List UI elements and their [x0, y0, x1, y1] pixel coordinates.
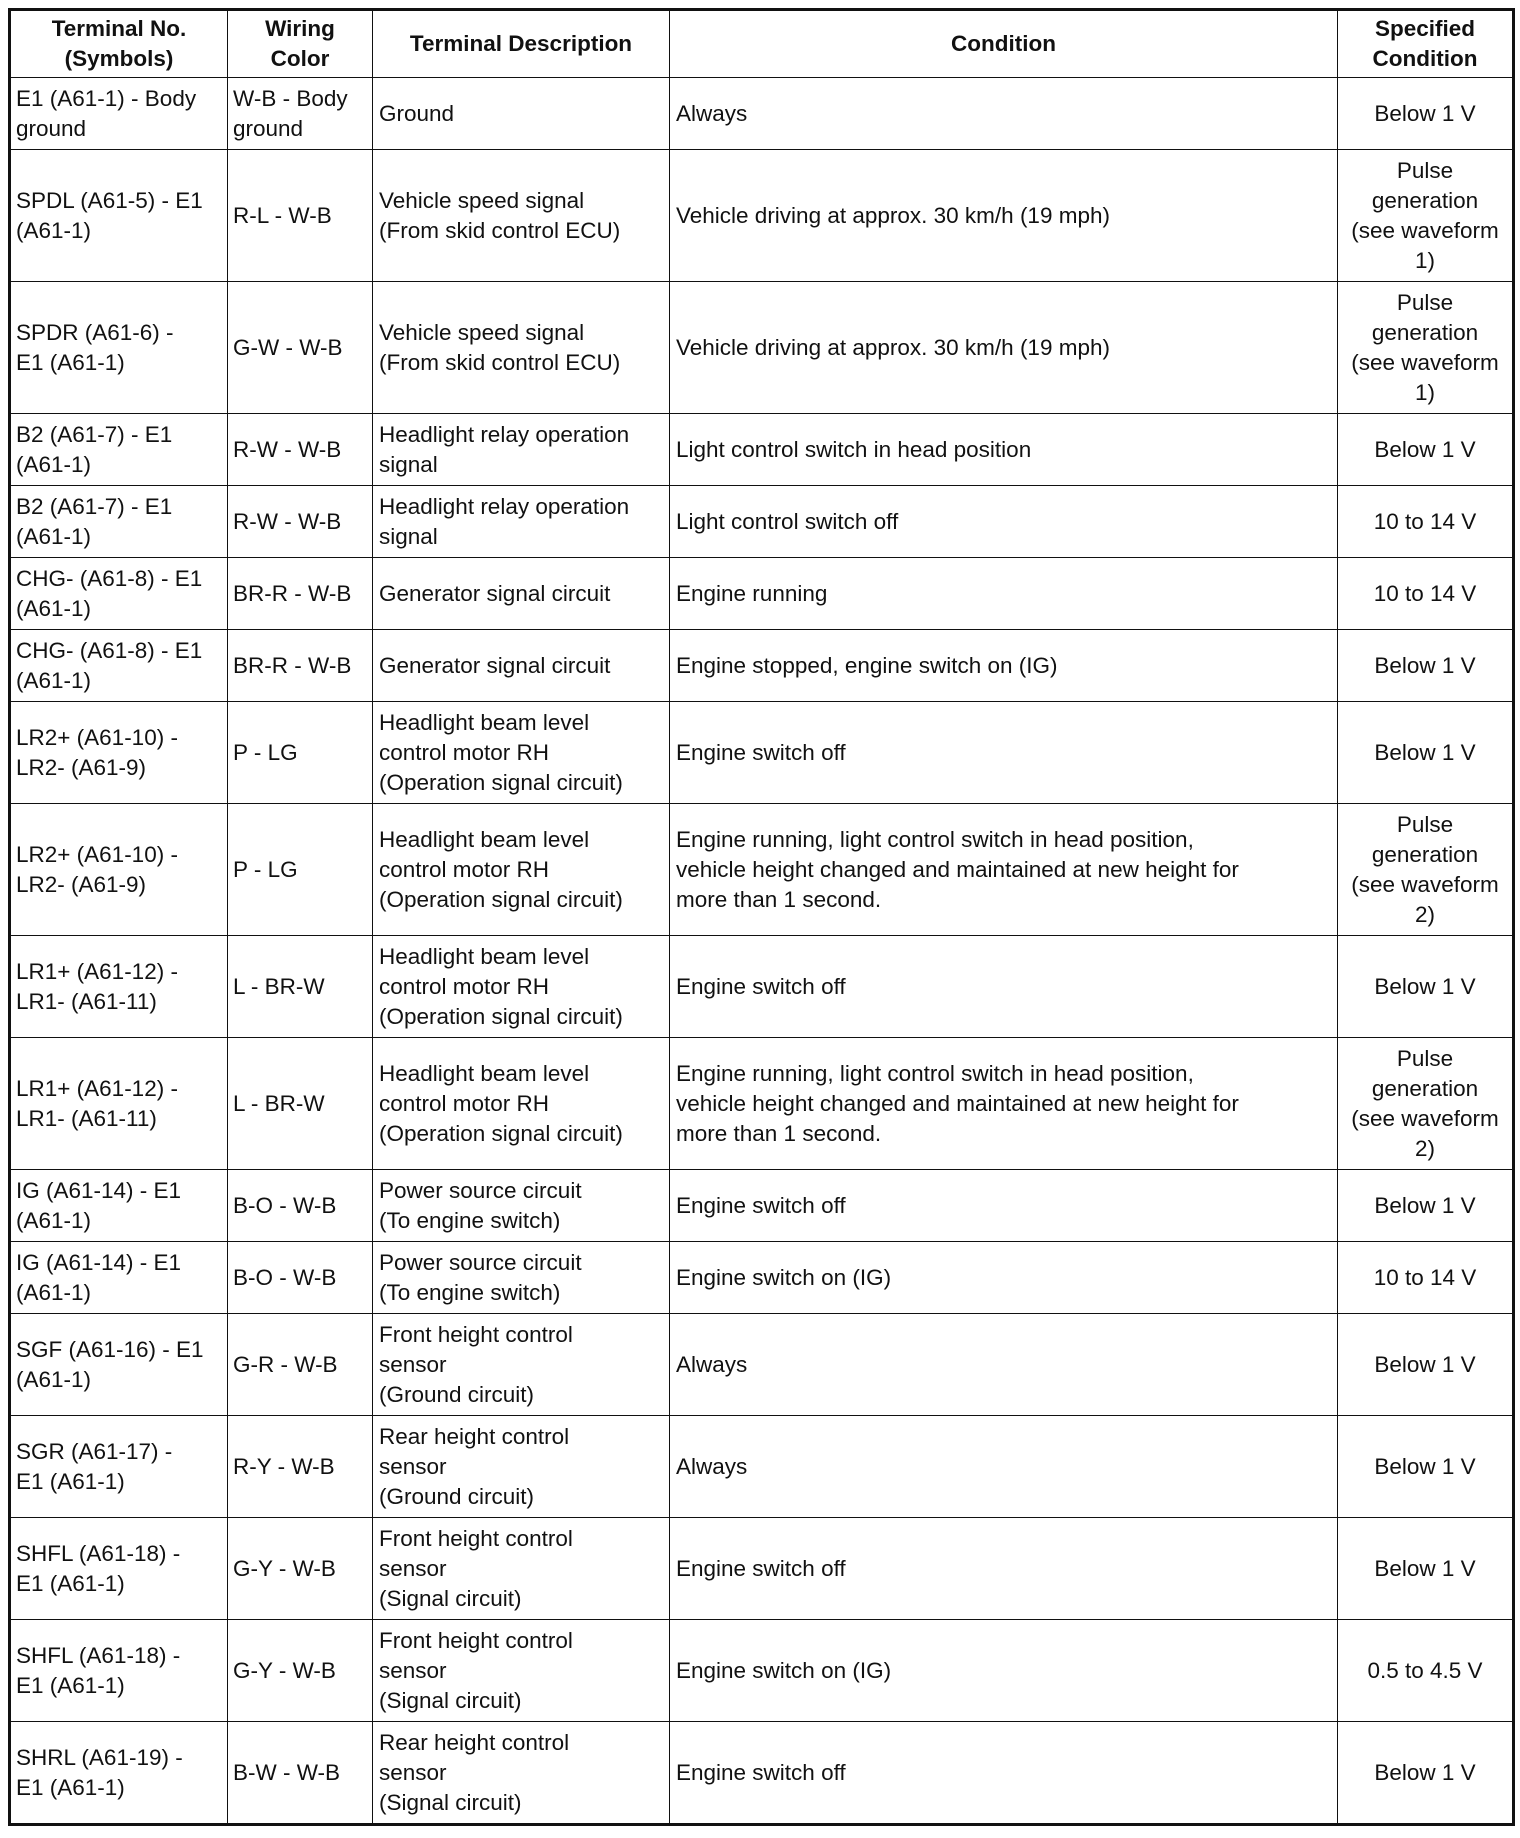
description-cell: Rear height control sensor (Signal circuit): [373, 1722, 670, 1825]
specified-cell: Below 1 V: [1338, 414, 1514, 486]
condition-cell: Engine switch off: [670, 702, 1338, 804]
specified-cell: Below 1 V: [1338, 1314, 1514, 1416]
table-row: [10, 282, 1514, 414]
header-specified-condition: Specified Condition: [1338, 10, 1514, 78]
table-row: [10, 630, 1514, 702]
wiring-cell: L - BR-W: [228, 1038, 373, 1170]
terminal-cell: B2 (A61-7) - E1 (A61-1): [10, 486, 228, 558]
wiring-cell: L - BR-W: [228, 936, 373, 1038]
wiring-cell: R-Y - W-B: [228, 1416, 373, 1518]
wiring-cell: R-L - W-B: [228, 150, 373, 282]
wiring-cell: B-O - W-B: [228, 1170, 373, 1242]
specified-cell: Below 1 V: [1338, 1518, 1514, 1620]
description-cell: Headlight relay operation signal: [373, 486, 670, 558]
table-row: [10, 1620, 1514, 1722]
wiring-cell: R-W - W-B: [228, 414, 373, 486]
wiring-cell: P - LG: [228, 804, 373, 936]
terminal-cell: CHG- (A61-8) - E1 (A61-1): [10, 630, 228, 702]
condition-cell: Engine switch off: [670, 936, 1338, 1038]
terminal-cell: IG (A61-14) - E1 (A61-1): [10, 1170, 228, 1242]
description-cell: Ground: [373, 78, 670, 150]
terminal-cell: CHG- (A61-8) - E1 (A61-1): [10, 558, 228, 630]
table-row: [10, 1518, 1514, 1620]
condition-cell: Engine running: [670, 558, 1338, 630]
condition-cell: Light control switch in head position: [670, 414, 1338, 486]
terminal-cell: SGR (A61-17) - E1 (A61-1): [10, 1416, 228, 1518]
header-terminal-description: Terminal Description: [373, 10, 670, 78]
condition-cell: Vehicle driving at approx. 30 km/h (19 mph): [670, 150, 1338, 282]
description-cell: Front height control sensor (Ground circuit): [373, 1314, 670, 1416]
description-cell: Headlight beam level control motor RH (Operation signal circuit): [373, 804, 670, 936]
wiring-cell: BR-R - W-B: [228, 558, 373, 630]
specified-cell: Below 1 V: [1338, 1416, 1514, 1518]
header-wiring-color: Wiring Color: [228, 10, 373, 78]
specified-cell: Pulse generation (see waveform 1): [1338, 150, 1514, 282]
description-cell: Headlight relay operation signal: [373, 414, 670, 486]
wiring-cell: W-B - Body ground: [228, 78, 373, 150]
terminal-table-sheet: [8, 8, 1512, 1826]
header-terminal: Terminal No. (Symbols): [10, 10, 228, 78]
specified-cell: Pulse generation (see waveform 1): [1338, 282, 1514, 414]
terminal-cell: SGF (A61-16) - E1 (A61-1): [10, 1314, 228, 1416]
condition-cell: Always: [670, 1314, 1338, 1416]
table-row: [10, 702, 1514, 804]
specified-cell: 0.5 to 4.5 V: [1338, 1620, 1514, 1722]
specified-cell: Below 1 V: [1338, 1722, 1514, 1825]
terminal-cell: IG (A61-14) - E1 (A61-1): [10, 1242, 228, 1314]
condition-cell: Engine switch on (IG): [670, 1242, 1338, 1314]
specified-cell: Below 1 V: [1338, 78, 1514, 150]
description-cell: Power source circuit (To engine switch): [373, 1242, 670, 1314]
table-row: [10, 804, 1514, 936]
condition-cell: Engine switch off: [670, 1518, 1338, 1620]
description-cell: Power source circuit (To engine switch): [373, 1170, 670, 1242]
table-row: [10, 1416, 1514, 1518]
description-cell: Rear height control sensor (Ground circuit): [373, 1416, 670, 1518]
terminal-cell: LR1+ (A61-12) - LR1- (A61-11): [10, 1038, 228, 1170]
terminal-cell: LR2+ (A61-10) - LR2- (A61-9): [10, 702, 228, 804]
table-row: [10, 78, 1514, 150]
table-row: [10, 414, 1514, 486]
condition-cell: Engine running, light control switch in head position, vehicle height changed and maintained at new height for more than 1 second.: [670, 1038, 1338, 1170]
wiring-cell: G-Y - W-B: [228, 1518, 373, 1620]
wiring-cell: P - LG: [228, 702, 373, 804]
condition-cell: Engine running, light control switch in head position, vehicle height changed and maintained at new height for more than 1 second.: [670, 804, 1338, 936]
wiring-cell: G-W - W-B: [228, 282, 373, 414]
condition-cell: Engine switch on (IG): [670, 1620, 1338, 1722]
description-cell: Vehicle speed signal (From skid control ECU): [373, 282, 670, 414]
terminal-cell: SPDR (A61-6) - E1 (A61-1): [10, 282, 228, 414]
specified-cell: Pulse generation (see waveform 2): [1338, 804, 1514, 936]
condition-cell: Engine stopped, engine switch on (IG): [670, 630, 1338, 702]
terminal-cell: LR1+ (A61-12) - LR1- (A61-11): [10, 936, 228, 1038]
specified-cell: Below 1 V: [1338, 702, 1514, 804]
terminal-cell: SPDL (A61-5) - E1 (A61-1): [10, 150, 228, 282]
terminal-cell: LR2+ (A61-10) - LR2- (A61-9): [10, 804, 228, 936]
specified-cell: Below 1 V: [1338, 936, 1514, 1038]
table-header-row: [10, 10, 1514, 78]
wiring-cell: R-W - W-B: [228, 486, 373, 558]
table-row: [10, 1242, 1514, 1314]
condition-cell: Always: [670, 1416, 1338, 1518]
description-cell: Generator signal circuit: [373, 558, 670, 630]
wiring-cell: G-R - W-B: [228, 1314, 373, 1416]
wiring-cell: BR-R - W-B: [228, 630, 373, 702]
condition-cell: Engine switch off: [670, 1722, 1338, 1825]
terminal-cell: SHRL (A61-19) - E1 (A61-1): [10, 1722, 228, 1825]
condition-cell: Light control switch off: [670, 486, 1338, 558]
specified-cell: 10 to 14 V: [1338, 486, 1514, 558]
table-row: [10, 486, 1514, 558]
description-cell: Generator signal circuit: [373, 630, 670, 702]
wiring-cell: B-W - W-B: [228, 1722, 373, 1825]
terminal-cell: SHFL (A61-18) - E1 (A61-1): [10, 1518, 228, 1620]
wiring-cell: B-O - W-B: [228, 1242, 373, 1314]
description-cell: Vehicle speed signal (From skid control ECU): [373, 150, 670, 282]
table-row: [10, 936, 1514, 1038]
specified-cell: Pulse generation (see waveform 2): [1338, 1038, 1514, 1170]
table-row: [10, 1170, 1514, 1242]
description-cell: Headlight beam level control motor RH (Operation signal circuit): [373, 702, 670, 804]
terminal-cell: B2 (A61-7) - E1 (A61-1): [10, 414, 228, 486]
specified-cell: Below 1 V: [1338, 630, 1514, 702]
description-cell: Headlight beam level control motor RH (Operation signal circuit): [373, 936, 670, 1038]
description-cell: Headlight beam level control motor RH (Operation signal circuit): [373, 1038, 670, 1170]
table-row: [10, 150, 1514, 282]
specified-cell: Below 1 V: [1338, 1170, 1514, 1242]
condition-cell: Always: [670, 78, 1338, 150]
table-row: [10, 1722, 1514, 1825]
table-row: [10, 558, 1514, 630]
specified-cell: 10 to 14 V: [1338, 1242, 1514, 1314]
description-cell: Front height control sensor (Signal circuit): [373, 1620, 670, 1722]
condition-cell: Engine switch off: [670, 1170, 1338, 1242]
wiring-cell: G-Y - W-B: [228, 1620, 373, 1722]
table-row: [10, 1038, 1514, 1170]
specified-cell: 10 to 14 V: [1338, 558, 1514, 630]
condition-cell: Vehicle driving at approx. 30 km/h (19 mph): [670, 282, 1338, 414]
table-row: [10, 1314, 1514, 1416]
terminal-cell: E1 (A61-1) - Body ground: [10, 78, 228, 150]
header-condition: Condition: [670, 10, 1338, 78]
description-cell: Front height control sensor (Signal circuit): [373, 1518, 670, 1620]
terminal-inspection-table: [8, 8, 1515, 1826]
terminal-cell: SHFL (A61-18) - E1 (A61-1): [10, 1620, 228, 1722]
